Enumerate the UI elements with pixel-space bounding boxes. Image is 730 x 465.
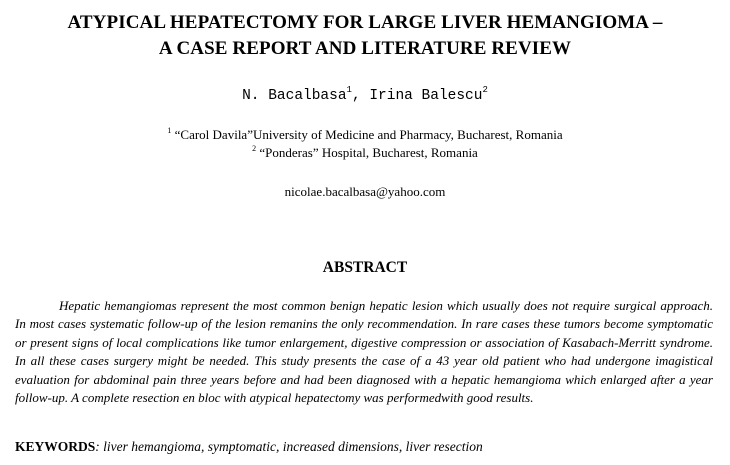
abstract-body: Hepatic hemangiomas represent the most common benign hepatic lesion which usually does not require surgical approach. In most cases systematic follow-up of the lesion remanins the only recommendation. In rare cases these tumors become symptomatic or present signs of local complications like tumor enlargement, digestive compression or association of Kasabach-Merritt syndrome. In all these cases surgery might be needed. This study presents the case of a 43 year old patient who had undergone imagistical evaluation for abdominal pain three years before and had been diagnosed with a hepatic hemangioma which enlarged after a year follow-up. A complete resection en bloc with atypical hepatectomy was performedwith good results. xyxy=(15,298,713,406)
title-line-1: ATYPICAL HEPATECTOMY FOR LARGE LIVER HEMANGIOMA – xyxy=(67,12,663,33)
affiliation-item xyxy=(0,144,730,162)
affiliation-text: “Ponderas” Hospital, Bucharest, Romania xyxy=(256,145,478,160)
author-affiliation-marker: 2 xyxy=(482,85,488,95)
paper-title xyxy=(0,10,730,62)
affiliation-text: “Carol Davila”University of Medicine and Pharmacy, Bucharest, Romania xyxy=(171,127,563,142)
contact-email: nicolae.bacalbasa@yahoo.com xyxy=(284,184,446,199)
abstract-heading: ABSTRACT xyxy=(322,259,408,276)
author-name: N. Bacalbasa xyxy=(242,88,347,104)
author-affiliation-marker: 1 xyxy=(346,85,352,95)
affiliation-marker: 2 xyxy=(252,144,257,153)
author-separator: , xyxy=(351,88,370,104)
affiliation-marker: 1 xyxy=(167,126,172,135)
author-name: Irina Balescu xyxy=(369,88,483,104)
affiliation-item xyxy=(0,126,730,144)
keywords-line xyxy=(15,438,715,456)
author-list xyxy=(0,86,730,106)
keywords-list: liver hemangioma, symptomatic, increased dimensions, liver resection xyxy=(99,439,483,454)
keywords-colon: : xyxy=(95,439,100,454)
keywords-label: KEYWORDS xyxy=(15,439,96,454)
affiliation-list xyxy=(0,126,730,162)
title-line-2: A CASE REPORT AND LITERATURE REVIEW xyxy=(158,38,572,59)
